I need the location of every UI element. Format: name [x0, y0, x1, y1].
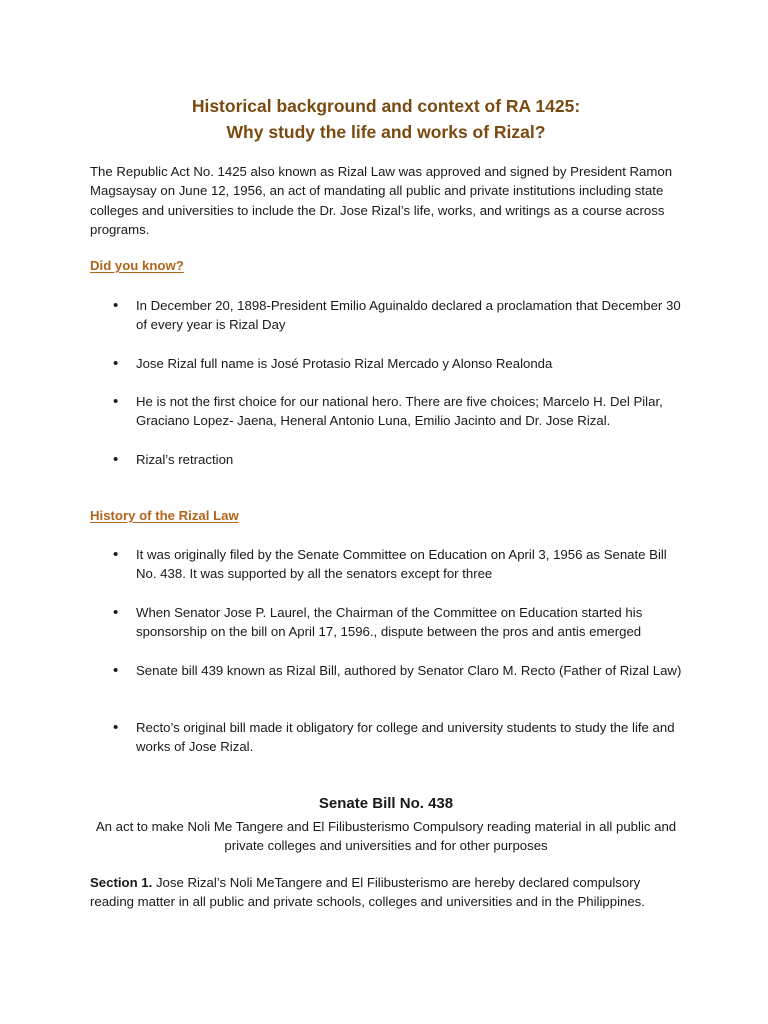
bullet-icon: •	[113, 297, 119, 314]
list-item-text: Jose Rizal full name is José Protasio Rizal Mercado y Alonso Realonda	[136, 356, 553, 371]
bullet-icon: •	[113, 393, 119, 410]
bullet-icon: •	[113, 451, 119, 468]
list-item-text: When Senator Jose P. Laurel, the Chairman of the Committee on Education started his sponsorship on the bill on April 17, 1596., dispute between the pros and antis emerged	[136, 605, 643, 640]
document-title-line-2: Why study the life and works of Rizal?	[226, 122, 546, 142]
list-item-text: Recto’s original bill made it obligatory for college and university students to study the life and works of Jose Rizal.	[136, 720, 675, 755]
history-heading: History of the Rizal Law	[90, 508, 239, 523]
section-label: Section 1.	[90, 875, 153, 890]
section-1-paragraph	[90, 873, 682, 912]
list-item-text: It was originally filed by the Senate Committee on Education on April 3, 1956 as Senate Bill No. 438. It was supported by all the senators except for three	[136, 547, 667, 582]
list-item-text: Senate bill 439 known as Rizal Bill, authored by Senator Claro M. Recto (Father of Rizal Law)	[136, 663, 682, 678]
intro-paragraph: The Republic Act No. 1425 also known as Rizal Law was approved and signed by President Ramon Magsaysay on June 12, 1956, an act of mandating all public and private institutions including state colleges and universities to include the Dr. Jose Rizal’s life, works, and writings as a course across programs.	[90, 164, 673, 237]
list-item-text: He is not the first choice for our national hero. There are five choices; Marcelo H. Del Pilar, Graciano Lopez- Jaena, Heneral Antonio Luna, Emilio Jacinto and Dr. Jose Rizal.	[136, 394, 663, 429]
did-you-know-heading: Did you know?	[90, 258, 184, 273]
bullet-icon: •	[113, 546, 119, 563]
bullet-icon: •	[113, 604, 119, 621]
list-item-text: Rizal’s retraction	[136, 452, 234, 467]
bullet-icon: •	[113, 719, 119, 736]
bullet-icon: •	[113, 355, 119, 372]
senate-bill-title: Senate Bill No. 438	[318, 795, 454, 812]
document-title-line-1: Historical background and context of RA 1425:	[191, 96, 581, 116]
section-text: Jose Rizal’s Noli MeTangere and El Filibusterismo are hereby declared compulsory reading matter in all public and private schools, colleges and universities and in the Philippines.	[90, 875, 645, 910]
senate-bill-subtitle: An act to make Noli Me Tangere and El Filibusterismo Compulsory reading material in all public and private colleges and universities and for other purposes	[95, 819, 677, 854]
list-item-text: In December 20, 1898-President Emilio Aguinaldo declared a proclamation that December 30 of every year is Rizal Day	[136, 298, 681, 333]
bullet-icon: •	[113, 662, 119, 679]
